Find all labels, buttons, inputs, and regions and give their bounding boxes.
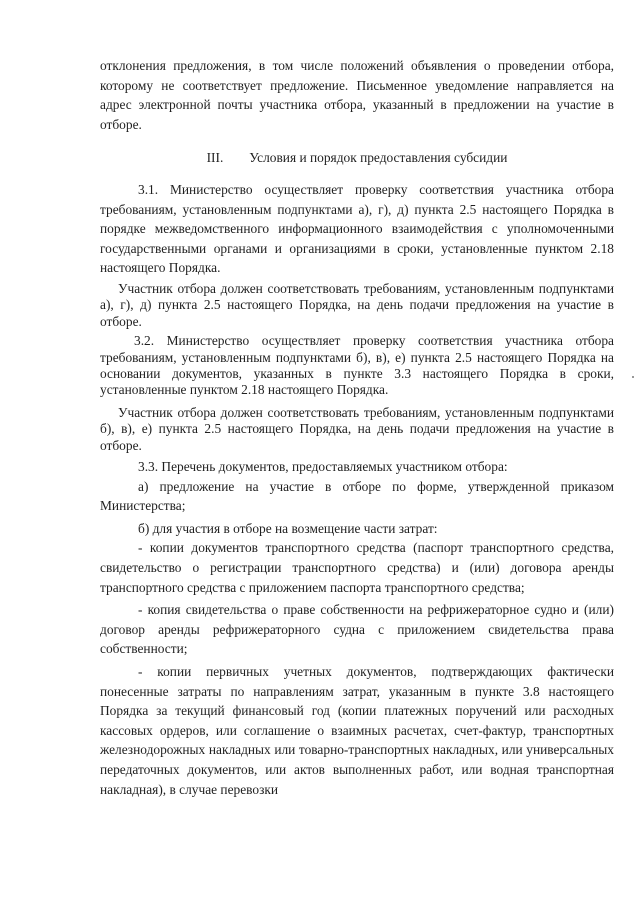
list-item-a: а) предложение на участие в отборе по форме, утвержденной приказом Министерства; [100,478,614,514]
paragraph-3-2: 3.2. Министерство осуществляет проверку соответствия участника отбора требованиям, установленным подпунктами б), в), е) пункта 2.5 настоящего Порядка на основании документов, указанных в пункте 3.3 настоящего Порядка в сроки, установленные пунктом 2.18 настоящего Порядка. [100,333,614,398]
list-item-b: б) для участия в отборе на возмещение части затрат: [138,520,438,536]
scan-speck [632,376,634,378]
paragraph-3-2-note: Участник отбора должен соответствовать требованиям, установленным подпунктами б), в), е) пункта 2.5 настоящего Порядка, на день подачи предложения на участие в отборе. [100,404,614,453]
list-item-b-3: - копии первичных учетных документов, подтверждающих фактически понесенные затраты по направлениям затрат, указанным в пункте 3.8 настоящего Порядка за текущий финансовый год (копии платежных поручений или расходных кассовых ордеров, или соглашение о взаимных расчетах, счет-фактур, транспортных железнодорожных накладных или товарно-транспортных накладных, или универсальных передаточных документов, или актов выполненных работ, или водная транспортная накладная), в случае перевозки [100,663,614,797]
list-item-b-2: - копия свидетельства о праве собственности на рефрижераторное судно и (или) договор аренды рефрижераторного судна с приложением свидетельства права собственности; [100,602,614,657]
paragraph-3-1: 3.1. Министерство осуществляет проверку соответствия участника отбора требованиям, установленным подпунктами а), г), д) пункта 2.5 настоящего Порядка в порядке межведомственного информационного взаимодействия с уполномоченными государственными органами и организациями в сроки, установленные пунктом 2.18 настоящего Порядка. [100,181,614,276]
section-title: Условия и порядок предоставления субсидии [249,150,508,166]
section-heading [100,148,614,168]
section-number: III. [206,150,224,166]
paragraph-3-1-note: Участник отбора должен соответствовать требованиям, установленным подпунктами а), г), д) пункта 2.5 настоящего Порядка, на день подачи предложения на участие в отборе. [100,280,614,329]
paragraph-intro: отклонения предложения, в том числе положений объявления о проведении отбора, которому не соответствует предложение. Письменное уведомление направляется на адрес электронной почты участника отбора, указанный в предложении на участие в отборе. [100,58,614,132]
paragraph-3-3: 3.3. Перечень документов, предоставляемых участником отбора: [138,459,508,474]
list-item-b-1: - копии документов транспортного средства (паспорт транспортного средства, свидетельство о регистрации транспортного средства) и (или) договора аренды транспортного средства с приложением паспорта транспортного средства; [100,540,614,595]
